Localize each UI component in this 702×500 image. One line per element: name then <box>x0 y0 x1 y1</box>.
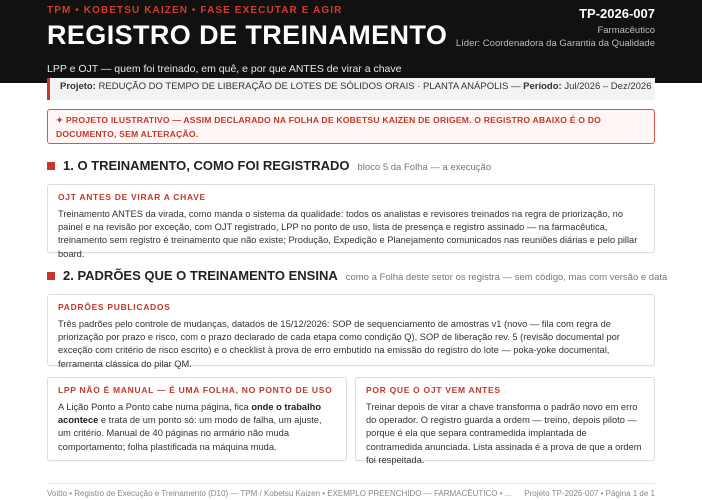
section-2-heading <box>47 268 667 283</box>
section-2-note: como a Folha deste setor os registra — sem código, mas com versão e data <box>345 272 668 283</box>
project-label: Projeto: <box>60 81 96 92</box>
card-body-emphasis: onde o trabalho acontece <box>58 402 322 426</box>
page-header <box>0 0 702 83</box>
warning-text: ✦ PROJETO ILUSTRATIVO — ASSIM DECLARADO NA FOLHA DE KOBETSU KAIZEN DE ORIGEM. O REGISTRO ABAIXO É O DO DOCUMENTO, SEM ALTERAÇÃO. <box>56 115 602 139</box>
document-id: TP-2026-007 <box>579 6 655 21</box>
card-published-standards <box>47 294 655 369</box>
card-ojt-before <box>47 184 655 259</box>
card-body <box>58 401 336 454</box>
period-value: Jul/2026 – Dez/2026 <box>564 81 652 92</box>
header-kicker: TPM • KOBETSU KAIZEN • FASE EXECUTAR E AGIR <box>47 5 343 16</box>
card-body: Treinar depois de virar a chave transforma o padrão novo em erro do operador. O registro guarda a ordem — treino, depois piloto — porque é ela que separa contramedida implantada de contramedida anunciada. Lista assinada é a prova de que a ordem foi respeitada. <box>366 402 642 465</box>
section-1-heading <box>47 158 491 173</box>
department-label: Farmacêutico <box>597 25 655 36</box>
project-bar <box>47 78 655 100</box>
section-1-note: bloco 5 da Folha — a execução <box>357 162 492 173</box>
card-label: PADRÕES PUBLICADOS <box>58 302 171 312</box>
project-text: REDUÇÃO DO TEMPO DE LIBERAÇÃO DE LOTES DE SÓLIDOS ORAIS · PLANTA ANÁPOLIS — <box>98 81 521 92</box>
footer-divider <box>47 483 655 484</box>
leader-label: Líder: Coordenadora da Garantia da Qualidade <box>455 38 655 49</box>
card-label: OJT ANTES DE VIRAR A CHAVE <box>58 192 206 202</box>
card-label: POR QUE O OJT VEM ANTES <box>366 385 501 395</box>
card-body-part: A Lição Ponto a Ponto cabe numa página, fica <box>58 402 252 412</box>
footer-right: Projeto TP-2026-007 • Página 1 de 1 <box>524 489 655 498</box>
period-label: Período: <box>523 81 562 92</box>
card-body: Treinamento ANTES da virada, como manda o sistema da qualidade: todos os analistas e revisores treinados na regra de priorização, no painel e na revisão por exceção, com OJT registrado, LPP no ponto de uso, lista de presença e registro assinado — na farmacêutica, treinamento sem registro é treinamento que não existe; Produção, Expedição e Planejamento comunicados nas reuniões diárias e pelo pillar board. <box>58 209 638 259</box>
card-body: Três padrões pelo controle de mudanças, datados de 15/12/2026: SOP de sequenciamento de amostras v1 (novo — fila com regra de priorização por prazo e risco, com o prazo declarado de cada etapa como condição Q), SOP de liberação rev. 5 (revisão documental por exceção com critério de risco escrito) e o checklist à prova de erro embutido na emissão do registro do lote — poka-yoke documental, ferramenta clássica do pilar QM. <box>58 319 620 369</box>
footer-left: Voitto • Registro de Execução e Treinamento (D10) — TPM / Kobetsu Kaizen • EXEMPLO PREENCHIDO — FARMACÊUTICO • ... <box>47 489 512 498</box>
illustrative-warning <box>47 109 655 144</box>
section-1-title: 1. O TREINAMENTO, COMO FOI REGISTRADO <box>63 158 350 173</box>
card-why-ojt-first <box>355 377 655 465</box>
card-label: LPP NÃO É MANUAL — É UMA FOLHA, NO PONTO DE USO <box>58 385 333 395</box>
section-marker-icon <box>47 272 55 280</box>
page-footer <box>47 489 655 500</box>
section-marker-icon <box>47 162 55 170</box>
page-title: REGISTRO DE TREINAMENTO <box>47 20 448 50</box>
section-2-title: 2. PADRÕES QUE O TREINAMENTO ENSINA <box>63 268 338 283</box>
card-lpp-sheet <box>47 377 347 461</box>
page-subtitle: LPP e OJT — quem foi treinado, em quê, e por que ANTES de virar a chave <box>47 63 402 75</box>
card-body-part: e trata de um ponto só: um modo de falha, um ajuste, um critério. Manual de 40 páginas no armário não muda comportamento; folha plastificada na máquina muda. <box>58 415 322 452</box>
